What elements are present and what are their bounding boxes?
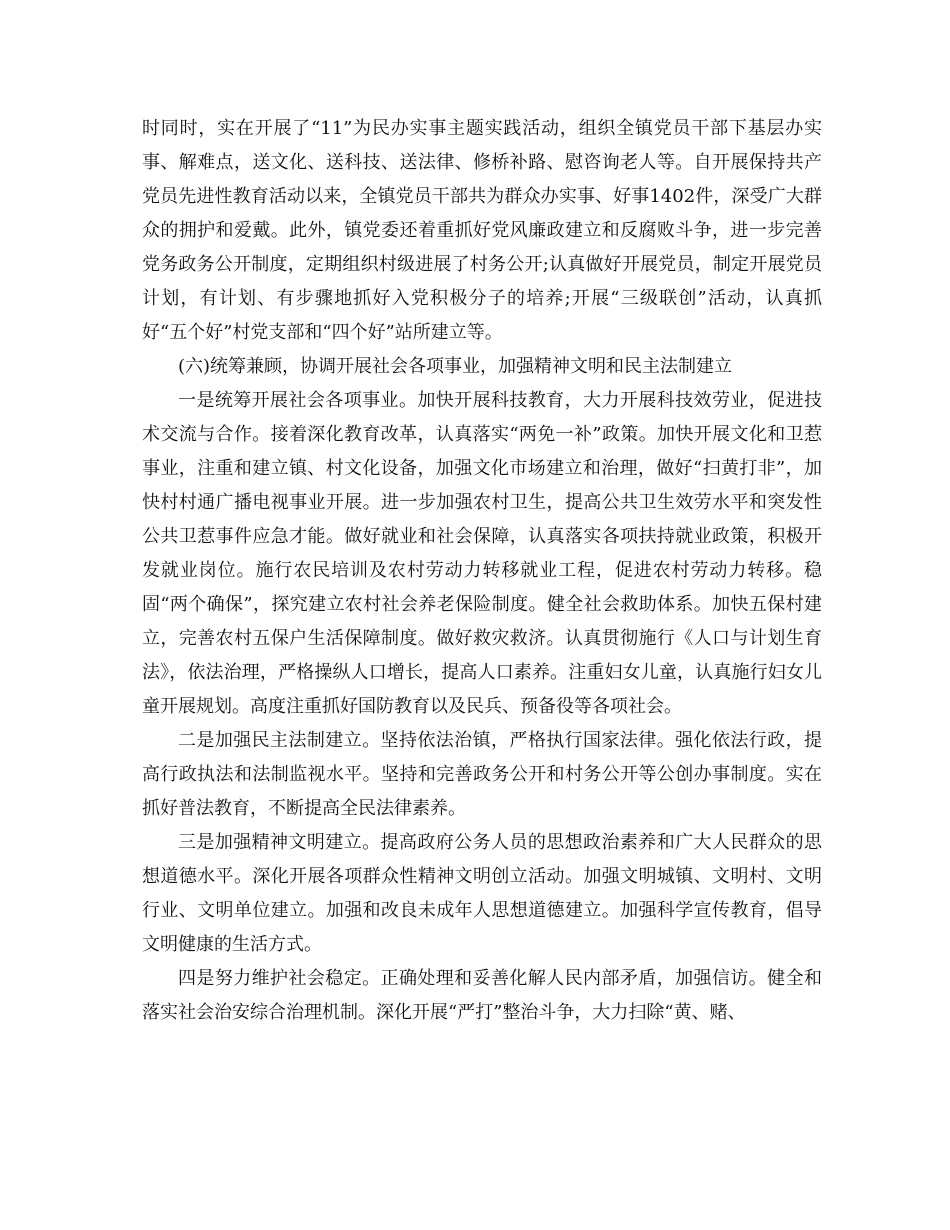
paragraph-legal-system: 二是加强民主法制建立。坚持依法治镇，严格执行国家法律。强化依法行政，提高行政执法和法制监视水平。坚持和完善政务公开和村务公开等公创办事制度。实在抓好普法教育，不断提高全民法律素养。 xyxy=(142,730,822,819)
paragraph-spiritual-civilization: 三是加强精神文明建立。提高政府公务人员的思想政治素养和广大人民群众的思想道德水平。深化开展各项群众性精神文明创立活动。加强文明城镇、文明村、文明行业、文明单位建立。加强和改良未成年人思想道德建立。加强科学宣传教育，倡导文明健康的生活方式。 xyxy=(142,832,822,955)
paragraph-social-stability: 四是努力维护社会稳定。正确处理和妥善化解人民内部矛盾，加强信访。健全和落实社会治安综合治理机制。深化开展“严打”整治斗争，大力扫除“黄、赌、 xyxy=(142,968,822,1023)
document-body xyxy=(142,112,822,1030)
section-heading-6: (六)统筹兼顾，协调开展社会各项事业，加强精神文明和民主法制建立 xyxy=(178,356,733,377)
paragraph-1: 时同时，实在开展了“11”为民办实事主题实践活动，组织全镇党员干部下基层办实事、解难点，送文化、送科技、送法律、修桥补路、慰咨询老人等。自开展保持共产党员先进性教育活动以来，全镇党员干部共为群众办实事、好事1402件，深受广大群众的拥护和爱戴。此外，镇党委还着重抓好党风廉政建立和反腐败斗争，进一步完善党务政务公开制度，定期组织村级进展了村务公开;认真做好开展党员，制定开展党员计划，有计划、有步骤地抓好入党积极分子的培养;开展“三级联创”活动，认真抓好“五个好”村党支部和“四个好”站所建立等。 xyxy=(142,118,822,343)
paragraph-social-affairs: 一是统筹开展社会各项事业。加快开展科技教育，大力开展科技效劳业，促进技术交流与合作。接着深化教育改革，认真落实“两免一补”政策。加快开展文化和卫惹事业，注重和建立镇、村文化设备，加强文化市场建立和治理，做好“扫黄打非”，加快村村通广播电视事业开展。进一步加强农村卫生，提高公共卫生效劳水平和突发性公共卫惹事件应急才能。做好就业和社会保障，认真落实各项扶持就业政策，积极开发就业岗位。施行农民培训及农村劳动力转移就业工程，促进农村劳动力转移。稳固“两个确保”，探究建立农村社会养老保险制度。健全社会救助体系。加快五保村建立，完善农村五保户生活保障制度。做好救灾救济。认真贯彻施行《人口与计划生育法》，依法治理，严格操纵人口增长，提高人口素养。注重妇女儿童，认真施行妇女儿童开展规划。高度注重抓好国防教育以及民兵、预备役等各项社会。 xyxy=(142,390,822,717)
